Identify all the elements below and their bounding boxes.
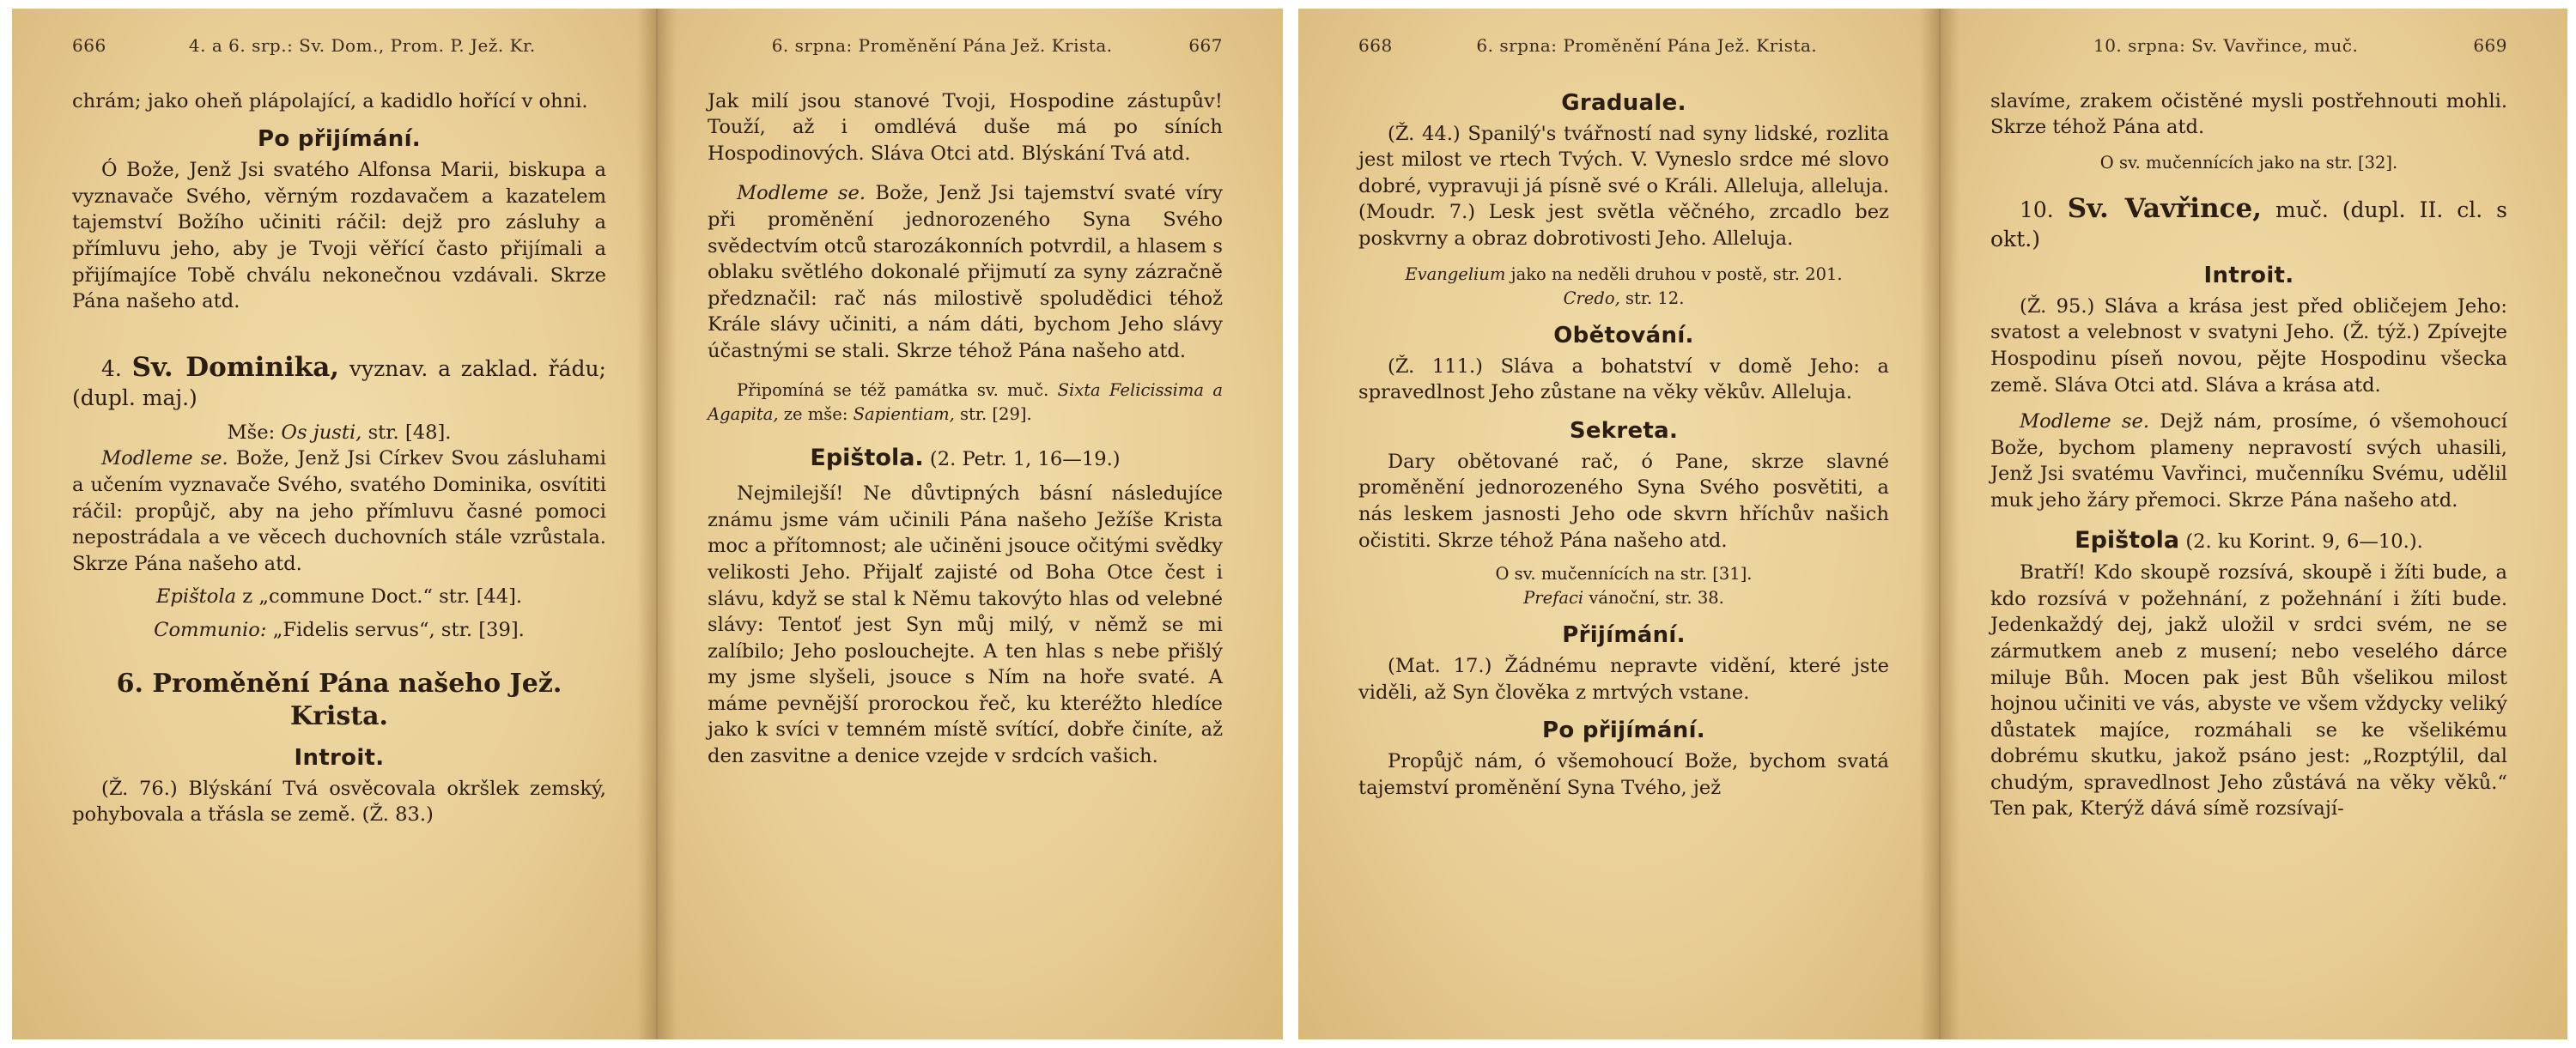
epistola-heading: Epištola (2. ku Korint. 9, 6—10.). xyxy=(2075,526,2423,554)
epistola-heading: Epištola. (2. Petr. 1, 16—19.) xyxy=(810,444,1121,471)
prayer-paragraph: Ó Bože, Jenž Jsi svatého Alfonsa Marii, biskupa a vyznavače Svého, věrným rozdavačem a kazatelem tajemství Božího učiniti ráčil: dejž pro zásluhy a přímluvu jeho, aby je Tvoji věřící často přijímali a přijímajíce Tobě chválu nekonečnou vzdávali. Skrze Pána našeho atd. xyxy=(72,159,606,313)
martyrs-reference: O sv. mučennících jako na str. [32]. xyxy=(2099,152,2398,173)
feast-name: Sv. Dominika, xyxy=(131,351,340,383)
book-spread-right-photo xyxy=(1298,9,2567,1039)
section-heading-obetovani: Obětování. xyxy=(1553,322,1694,348)
body-paragraph: slavíme, zrakem očistěné mysli postřehnouti mohli. Skrze téhož Pána atd. xyxy=(1990,89,2507,139)
prefaci-reference: Prefaci vánoční, str. 38. xyxy=(1523,588,1724,609)
running-title: 6. srpna: Proměnění Pána Jež. Krista. xyxy=(1476,35,1818,56)
body-paragraph: (Ž. 111.) Sláva a bohatství v domě Jeho: a spravedlnost Jeho zůstane na věky věkův. Alleluja. xyxy=(1358,354,1889,404)
feast-name: Sv. Vavřince, xyxy=(2067,192,2263,224)
book-spread-left-photo xyxy=(12,9,1283,1039)
running-header xyxy=(1990,33,2507,59)
body-paragraph: (Ž. 44.) Spanilý's tvářností nad syny lidské, rozlita jest milost ve rtech Tvých. V. Vyneslo srdce mé slovo dobré, vypravuji já písně své o Králi. Alleluja, alleluja. (Moudr. 7.) Lesk jest světla věčného, zrcadlo bez poskvrny a obraz dobrotivosti Jeho. Alleluja. xyxy=(1358,122,1889,250)
prayer-paragraph: Propůjč nám, ó všemohoucí Bože, bychom svatá tajemství proměnění Syna Tvého, jež xyxy=(1358,750,1889,799)
page-669 xyxy=(1941,9,2567,1039)
section-heading-graduale: Graduale. xyxy=(1561,89,1686,116)
page-number: 666 xyxy=(72,35,106,56)
martyrs-reference: O sv. mučennících na str. [31]. xyxy=(1495,564,1753,585)
prayer-paragraph: Modleme se. Bože, Jenž Jsi Církev Svou zásluhami a učením vyznavače Svého, svatého Dominika, osvítiti ráčil: propůjč, aby na jeho přímluvu časné pomoci nepostrádala a ve věcech duchovních stále vzrůstala. Skrze Pána našeho atd. xyxy=(72,447,607,575)
prayer-paragraph: Modleme se. Dejž nám, prosíme, ó všemohoucí Bože, bychom plameny nepravostí svých uhasili, Jenž Jsi svatému Vavřinci, mučenníku Svému, udělil muk jeho žáry přemoci. Skrze Pána našeho atd. xyxy=(1990,410,2508,512)
running-header xyxy=(1358,33,1889,59)
section-heading-introit: Introit. xyxy=(2203,262,2294,288)
running-header xyxy=(708,33,1223,59)
running-title: 10. srpna: Sv. Vavřince, muč. xyxy=(2093,35,2359,56)
section-heading-po-prijimani: Po přijímání. xyxy=(1542,718,1705,744)
feast-title-dominik: 4. Sv. Dominika, vyznav. a zaklad. řádu; (dupl. maj.) xyxy=(72,351,606,410)
page-number: 668 xyxy=(1358,35,1393,56)
epistola-reference: Epištola z „commune Doct.“ str. [44]. xyxy=(155,585,523,609)
section-heading-po-prijimani: Po přijímání. xyxy=(258,126,421,153)
running-title: 4. a 6. srp.: Sv. Dom., Prom. P. Jež. Kr. xyxy=(188,35,536,56)
page-666 xyxy=(12,9,658,1039)
body-paragraph: (Ž. 76.) Blýskání Tvá osvěcovala okršlek zemský, pohybovala a třásla se země. (Ž. 83.) xyxy=(72,777,606,827)
credo-reference: Credo, str. 12. xyxy=(1563,288,1685,308)
running-title: 6. srpna: Proměnění Pána Jež. Krista. xyxy=(771,35,1113,56)
page-667 xyxy=(658,9,1283,1039)
body-paragraph: Nejmilejší! Ne důvtipných básní následujíce známu jsme vám učinili Pána našeho Ježíše Krista moc a přítomnost; ale učiněni jsouce očitými svědky velikosti Jeho. Přijalť zajisté od Boha Otce čest i slávu, když se stal k Němu takovýto hlas od velebné slávy: Tentoť jest Syn můj milý, v němž se mi zalíbilo; Jeho poslouchejte. A ten hlas s nebe přišlý my jsme slyšeli, jsouce s Ním na hoře svaté. A máme pevnější prorockou řeč, ku kteréžto hledíce jako k svíci v temném místě svítící, dobře činíte, až den zasvitne a denice vzejde v srdcích vašich. xyxy=(708,482,1223,768)
page-number: 669 xyxy=(2473,35,2507,56)
body-paragraph: Jak milí jsou stanové Tvoji, Hospodine zástupův! Touží, až i omdlévá duše má po síních Hospodinových. Sláva Otci atd. Blýskání Tvá atd. xyxy=(708,89,1223,165)
prayer-paragraph: Dary obětované rač, ó Pane, skrze slavné proměnění jednorozeného Syna Svého posvětiti, a nás leskem jasnosti Jeho ode skvrn hříchův našich očistiti. Skrze téhož Pána našeho atd. xyxy=(1358,450,1889,552)
feast-title-vavrinec: 10. Sv. Vavřince, muč. (dupl. II. cl. s okt.) xyxy=(1990,192,2508,251)
mass-reference: Mše: Os justi, str. [48]. xyxy=(227,421,452,444)
section-heading-prijimani: Přijímání. xyxy=(1562,622,1686,649)
feast-title-promeneni: 6. Proměnění Pána našeho Jež. Krista. xyxy=(116,668,562,731)
page-668 xyxy=(1298,9,1941,1039)
running-header xyxy=(72,33,606,59)
body-paragraph: (Mat. 17.) Žádnému nepravte vidění, které jste viděli, až Syn člověka z mrtvých vstane. xyxy=(1358,655,1889,704)
section-heading-introit: Introit. xyxy=(294,744,385,771)
commemoration-note: Připomíná se též památka sv. muč. Sixta Felicissima a Agapita, ze mše: Sapientiam, str. [29]. xyxy=(708,379,1223,424)
prayer-paragraph: Modleme se. Bože, Jenž Jsi tajemství svaté víry při proměnění jednorozeného Syna Svého svědectvím otců starozákonních potvrdil, a hlasem s oblaku světlého dokonalé přijmutí za syny zázračně předznačil: rač nás milostivě spoludědici téhož Krále slávy učiniti, a nám dáti, bychom Jeho slávy účastnými se stali. Skrze téhož Pána našeho atd. xyxy=(708,182,1224,362)
section-heading-sekreta: Sekreta. xyxy=(1569,417,1679,444)
body-paragraph: (Ž. 95.) Sláva a krása jest před obličejem Jeho: svatost a velebnost v svatyni Jeho. (Ž. týž.) Zpívejte Hospodinu píseň novou, pějte Hospodinu všecka země. Sláva Otci atd. Sláva a krása atd. xyxy=(1990,294,2507,397)
body-paragraph: Bratří! Kdo skoupě rozsívá, skoupě i žíti bude, a kdo rozsívá v požehnání, z požehnání i žíti bude. Jedenkaždý dej, jakž uložil v srdci svém, ne se zármutkem aneb z musení; nebo veselého dárce miluje Bůh. Mocen pak jest Bůh všelikou milost hojnou učiniti ve vás, abyste ve všem vždycky veliký důstatek majíce, rozmáhali se ke všelikému dobrému skutku, jakož psáno jest: „Rozptýlil, dal chudým, spravedlnost Jeho zůstává na věky věků.“ Ten pak, Kterýž dává símě rozsívají- xyxy=(1990,561,2507,821)
body-paragraph: chrám; jako oheň plápolající, a kadidlo hořící v ohni. xyxy=(72,89,588,112)
evangelium-reference: Evangelium jako na neděli druhou v postě, str. 201. xyxy=(1405,264,1843,284)
page-number: 667 xyxy=(1188,35,1223,56)
communio-reference: Communio: „Fidelis servus“, str. [39]. xyxy=(154,618,525,641)
